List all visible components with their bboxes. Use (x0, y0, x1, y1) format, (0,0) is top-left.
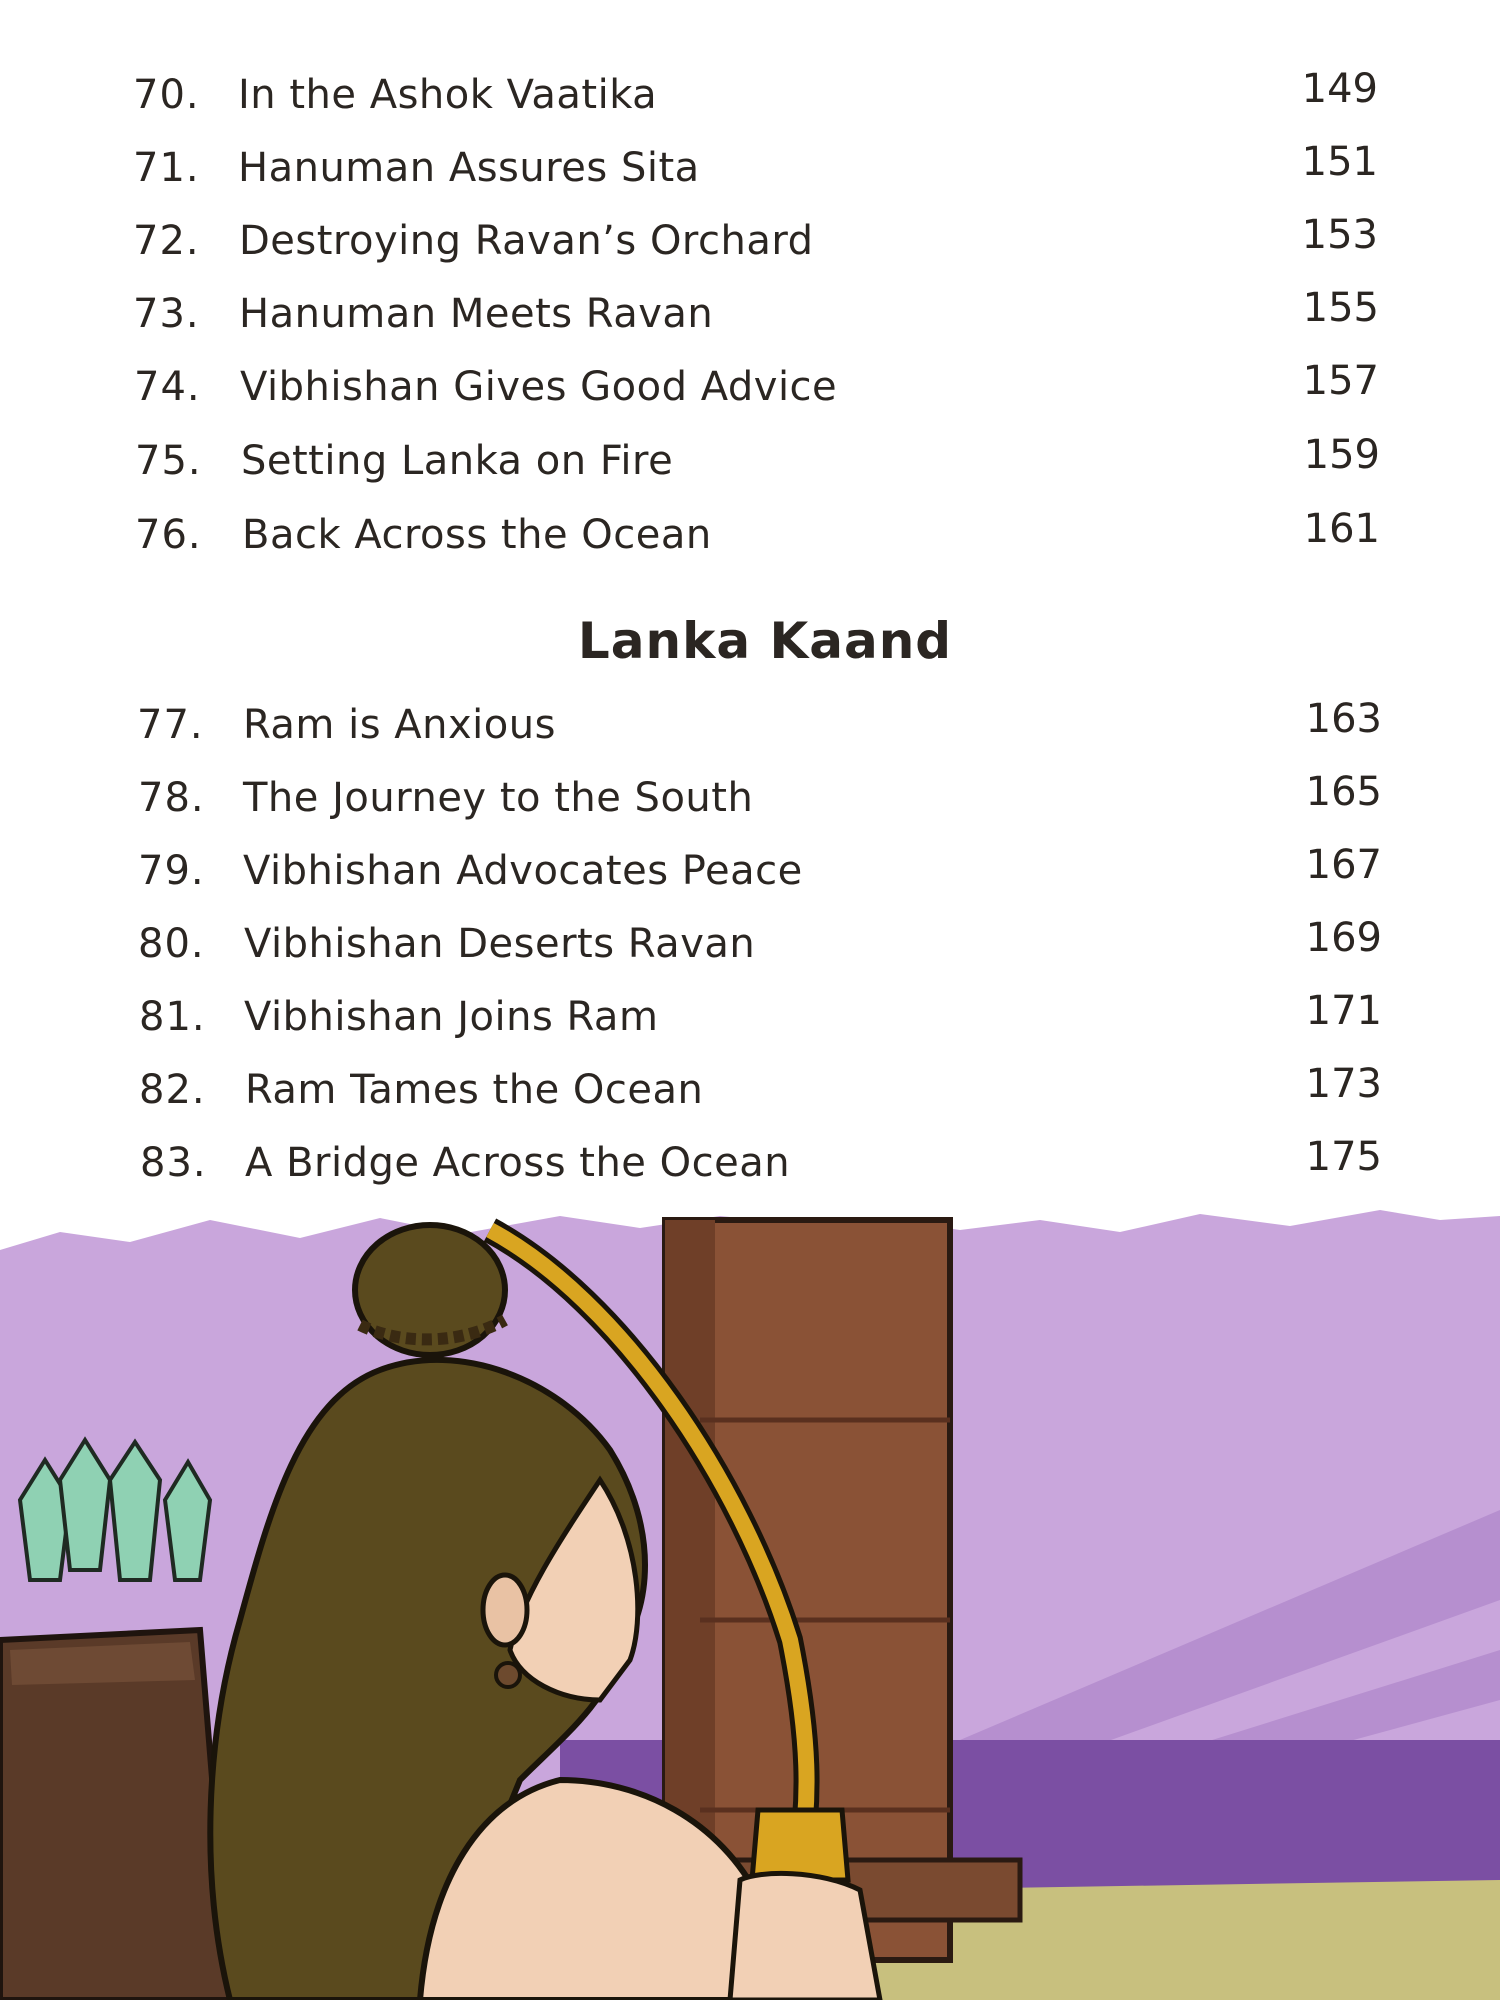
entry-title: Hanuman Assures Sita (238, 145, 700, 191)
entry-number: 76. (135, 512, 202, 558)
entry-number: 74. (134, 364, 201, 410)
entry-page: 155 (1302, 285, 1379, 331)
entry-page: 151 (1301, 139, 1378, 185)
toc-entry-78[interactable] (0, 769, 1500, 835)
toc-entry-71[interactable] (0, 139, 1500, 205)
entry-title: Back Across the Ocean (242, 512, 712, 558)
toc-entry-80[interactable] (0, 915, 1500, 981)
entry-page: 165 (1305, 769, 1382, 815)
entry-page: 161 (1303, 506, 1380, 552)
entry-title: The Journey to the South (243, 775, 754, 821)
archer-illustration (0, 1180, 1500, 2000)
entry-number: 73. (133, 291, 200, 337)
entry-number: 75. (135, 438, 202, 484)
entry-title: Setting Lanka on Fire (241, 438, 674, 484)
entry-page: 169 (1305, 915, 1382, 961)
entry-title: Vibhishan Advocates Peace (243, 848, 803, 894)
entry-page: 173 (1305, 1061, 1382, 1107)
entry-number: 70. (133, 72, 200, 118)
entry-page: 175 (1305, 1134, 1382, 1180)
entry-title: Vibhishan Joins Ram (244, 994, 659, 1040)
entry-title: Vibhishan Gives Good Advice (240, 364, 838, 410)
toc-entry-82[interactable] (0, 1061, 1500, 1127)
entry-number: 82. (139, 1067, 206, 1113)
entry-number: 71. (133, 145, 200, 191)
entry-page: 159 (1303, 432, 1380, 478)
toc-entry-81[interactable] (0, 988, 1500, 1054)
toc-entry-79[interactable] (0, 842, 1500, 908)
entry-title: Vibhishan Deserts Ravan (244, 921, 756, 967)
toc-entry-77[interactable] (0, 696, 1500, 762)
entry-number: 72. (133, 218, 200, 264)
entry-number: 77. (137, 702, 204, 748)
entry-page: 171 (1305, 988, 1382, 1034)
entry-number: 83. (140, 1140, 207, 1186)
entry-number: 78. (138, 775, 205, 821)
entry-title: Hanuman Meets Ravan (239, 291, 714, 337)
entry-title: Ram Tames the Ocean (245, 1067, 704, 1113)
toc-entry-74[interactable] (0, 358, 1500, 424)
entry-page: 153 (1301, 212, 1378, 258)
entry-title: Destroying Ravan’s Orchard (239, 218, 814, 264)
toc-entry-70[interactable] (0, 66, 1500, 132)
entry-title: Ram is Anxious (243, 702, 556, 748)
toc-entry-76[interactable] (0, 506, 1500, 572)
entry-number: 79. (138, 848, 205, 894)
entry-number: 80. (138, 921, 205, 967)
entry-title: In the Ashok Vaatika (238, 72, 658, 118)
quiver-icon (0, 1630, 230, 2000)
entry-page: 157 (1302, 358, 1379, 404)
toc-entry-73[interactable] (0, 285, 1500, 351)
entry-page: 167 (1305, 842, 1382, 888)
toc-entry-72[interactable] (0, 212, 1500, 278)
toc-entry-75[interactable] (0, 432, 1500, 498)
entry-page: 149 (1301, 66, 1378, 112)
entry-title: A Bridge Across the Ocean (245, 1140, 791, 1186)
entry-page: 163 (1305, 696, 1382, 742)
section-heading-lanka-kaand: Lanka Kaand (577, 612, 953, 670)
entry-number: 81. (139, 994, 206, 1040)
